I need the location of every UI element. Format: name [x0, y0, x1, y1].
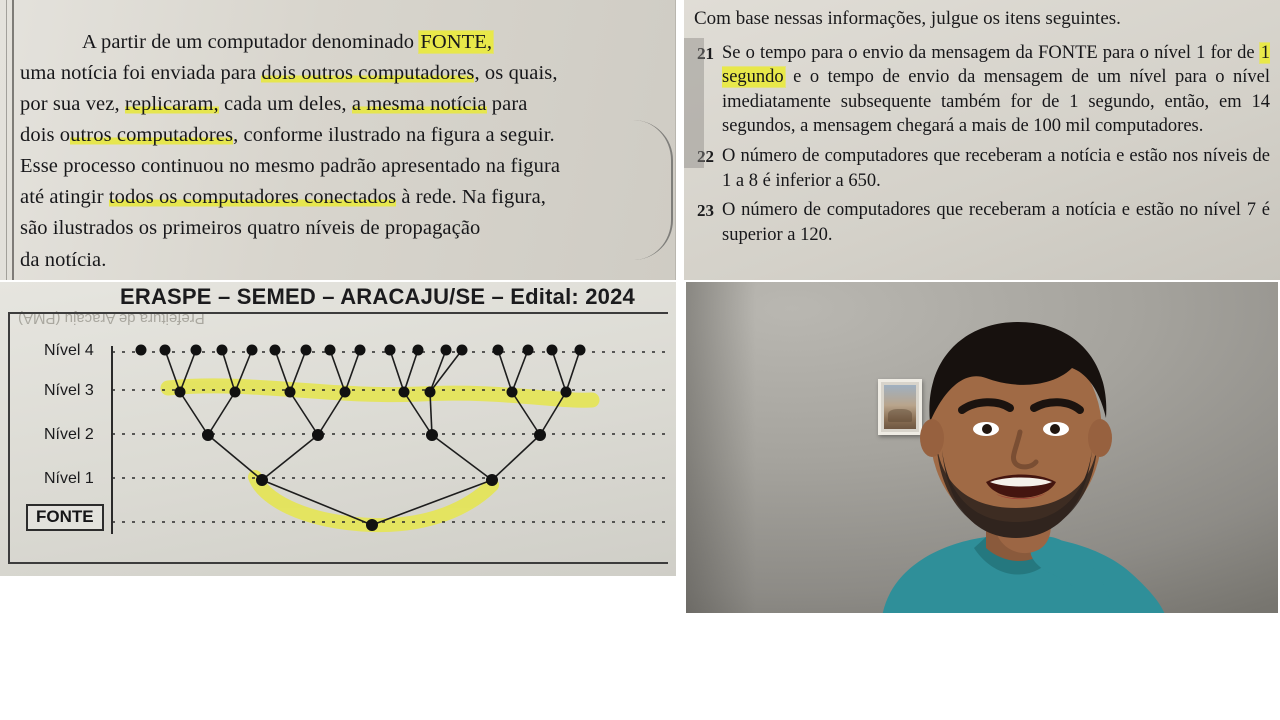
items-panel	[684, 0, 1280, 282]
fonte-label: FONTE	[26, 504, 104, 531]
passage-panel	[0, 0, 676, 280]
passage-line7: são ilustrados os primeiros quatro níveis de propagação	[20, 217, 481, 240]
item-text-a: Se o tempo para o envio da mensagem da FONTE para o nível 1 for de	[722, 42, 1260, 63]
webcam-panel	[684, 280, 1280, 615]
item-text: O número de computadores que receberam a notícia e estão no nível 7 é superior a 120.	[722, 200, 1270, 245]
tree-edges	[165, 350, 580, 525]
presenter-figure	[686, 282, 1280, 615]
passage-line4b: , conforme ilustrado na figura a seguir.	[233, 123, 555, 146]
passage-line3a: por sua vez,	[20, 92, 125, 115]
passage-line3b: cada um deles,	[218, 92, 352, 115]
passage-line3c: para	[486, 92, 528, 115]
ear-right	[1088, 419, 1112, 457]
level-guides	[112, 352, 668, 522]
level-label-2: Nível 2	[44, 426, 94, 443]
figure-panel	[0, 282, 676, 576]
panel-gutter	[676, 0, 684, 576]
passage-highlight-dois-outros: dois outros computadores	[261, 61, 475, 84]
item-number: 23	[697, 201, 714, 221]
passage-line2a: uma notícia foi enviada para	[20, 61, 262, 84]
item-text: O número de computadores que receberam a notícia e estão nos níveis de 1 a 8 é inferior a 650.	[722, 146, 1270, 191]
passage-highlight-mesma-noticia: a mesma notícia	[351, 92, 487, 115]
figure-header: ERASPE – SEMED – ARACAJU/SE – Edital: 2024	[120, 284, 635, 309]
bottom-white-band	[0, 618, 1280, 720]
level-label-1: Nível 1	[44, 470, 94, 487]
level-label-3: Nível 3	[44, 382, 94, 399]
item-text-b: e o tempo de envio da mensagem de um nível para o nível imediatamente subsequente também for de 1 segundo, então, em 14 segundos, a mensagem chegará a mais de 100 mil computadores.	[722, 67, 1270, 137]
passage-line8: da notícia.	[20, 248, 107, 271]
passage-line1a: A partir de um computador denominado	[82, 30, 420, 53]
passage-text	[0, 0, 675, 280]
item-number: 21	[697, 43, 714, 63]
passage-highlight-todos-conectados: todos os computadores conectados	[108, 186, 397, 209]
tree-nodes	[136, 345, 586, 532]
passage-line6b: à rede. Na figura,	[396, 186, 547, 209]
item-text	[722, 41, 1270, 139]
item-22	[690, 144, 1270, 193]
level-label-4: Nível 4	[44, 342, 94, 359]
scan-shadow-bar	[684, 38, 704, 168]
ear-left	[920, 419, 944, 457]
passage-paragraph	[20, 27, 653, 276]
figure-watermark: Prefeitura de Aracaju (PMA)	[18, 310, 205, 327]
passage-line6a: até atingir	[20, 186, 109, 209]
passage-highlight-outros-computadores: utros computadores	[70, 123, 234, 146]
item-highlight-1-segundo: 1 segundo	[722, 42, 1270, 88]
items-intro: Com base nessas informações, julgue os itens seguintes.	[694, 8, 1121, 29]
tree-diagram	[0, 282, 676, 576]
item-23	[690, 198, 1270, 247]
passage-highlight-replicaram: replicaram,	[124, 92, 219, 115]
passage-line5: Esse processo continuou no mesmo padrão apresentado na figura	[20, 155, 561, 178]
item-21	[690, 41, 1270, 139]
passage-line2b: , os quais,	[474, 61, 558, 84]
item-number: 22	[697, 147, 714, 167]
passage-highlight-fonte: FONTE,	[420, 30, 493, 53]
passage-line4a: dois o	[20, 123, 71, 146]
